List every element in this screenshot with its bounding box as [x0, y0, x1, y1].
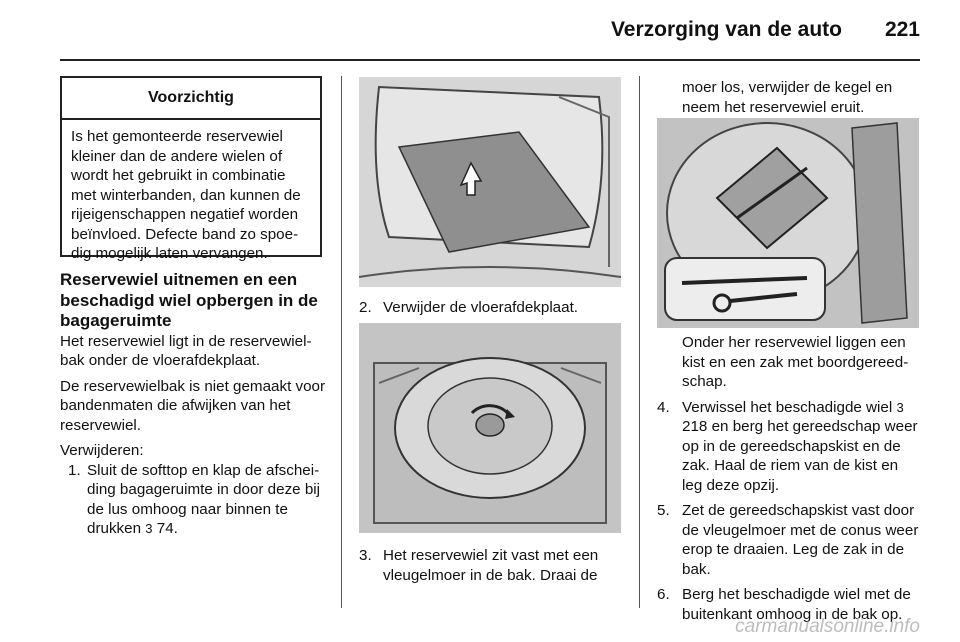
- step-text: Berg het beschadigde wiel met de buitenkant omhoog in de bak op.: [682, 586, 911, 623]
- section-heading: Reservewiel uitnemen en een beschadigd wiel opbergen in de bagageruimte: [60, 270, 318, 330]
- step-text: Sluit de softtop en klap de afschei-ding bagageruimte in door deze bij de lus omhoog naar binnen te drukken: [87, 461, 321, 537]
- paragraph: De reservewielbak is niet gemaakt voor bandenmaten die afwijken van het reservewiel.: [60, 377, 326, 434]
- tools-note: Onder her reservewiel liggen een kist en een zak met boordgereed-schap.: [682, 334, 909, 390]
- page-ref-arrow-icon: 3: [145, 521, 153, 536]
- section-column-1: [60, 270, 326, 539]
- step-number: 3.: [359, 547, 372, 564]
- list-item: [359, 546, 621, 585]
- step-number: 5.: [657, 502, 670, 519]
- removal-label: Verwijderen:: [60, 442, 144, 459]
- page-ref[interactable]: 218: [682, 418, 708, 435]
- list-item: [657, 398, 921, 496]
- column-divider: [639, 76, 640, 608]
- step-text: Het reservewiel zit vast met een vleugelmoer in de bak. Draai de: [383, 547, 599, 584]
- caution-box: [60, 76, 322, 262]
- list-item: [657, 501, 921, 579]
- column-divider: [341, 76, 342, 608]
- step-text-continued: moer los, verwijder de kegel en neem het reservewiel eruit.: [682, 79, 893, 116]
- step-text: en berg het gereedschap weer op in de gereedschapskist en de zak. Haal de riem van de kist en leg deze opzij.: [682, 418, 918, 494]
- watermark: carmanualsonline.info: [735, 616, 920, 637]
- step-number: 1.: [68, 461, 81, 479]
- page-ref-arrow-icon: 3: [896, 399, 904, 415]
- chapter-title: Verzorging van de auto: [610, 18, 842, 41]
- step-2: [359, 298, 621, 318]
- list-item: [359, 298, 621, 318]
- caution-text: Is het gemonteerde reservewiel kleiner dan de andere wielen of wordt het gebruikt in combinatie met winterbanden, dan kunnen de rijeigenschappen negatief worden beïnvloed. Defecte band zo spoe-dig mogelijk laten vervangen.: [71, 128, 301, 262]
- step-3-continued: [657, 78, 919, 117]
- section-column-3: [657, 333, 921, 624]
- header-rule: [60, 59, 920, 61]
- page-ref[interactable]: 74.: [156, 520, 178, 537]
- figure-floor-cover: [359, 77, 621, 287]
- step-text: Verwijder de vloerafdekplaat.: [383, 299, 579, 316]
- paragraph: Het reservewiel ligt in de reservewiel-bak onder de vloerafdekplaat.: [60, 332, 312, 369]
- figure-spare-wheel: [359, 323, 621, 533]
- figure-toolkit: [657, 118, 919, 328]
- step-3: [359, 546, 621, 585]
- step-text: Zet de gereedschapskist vast door de vleugelmoer met de conus weer erop te draaien. Leg de zak in de bak.: [682, 502, 919, 578]
- list-item: [60, 461, 326, 539]
- caution-heading: Voorzichtig: [62, 78, 320, 120]
- step-text: Verwissel het beschadigde wiel: [682, 398, 893, 416]
- page-number: 221: [884, 18, 920, 41]
- step-number: 2.: [359, 299, 372, 316]
- step-number: 4.: [657, 398, 670, 416]
- step-number: 6.: [657, 586, 670, 603]
